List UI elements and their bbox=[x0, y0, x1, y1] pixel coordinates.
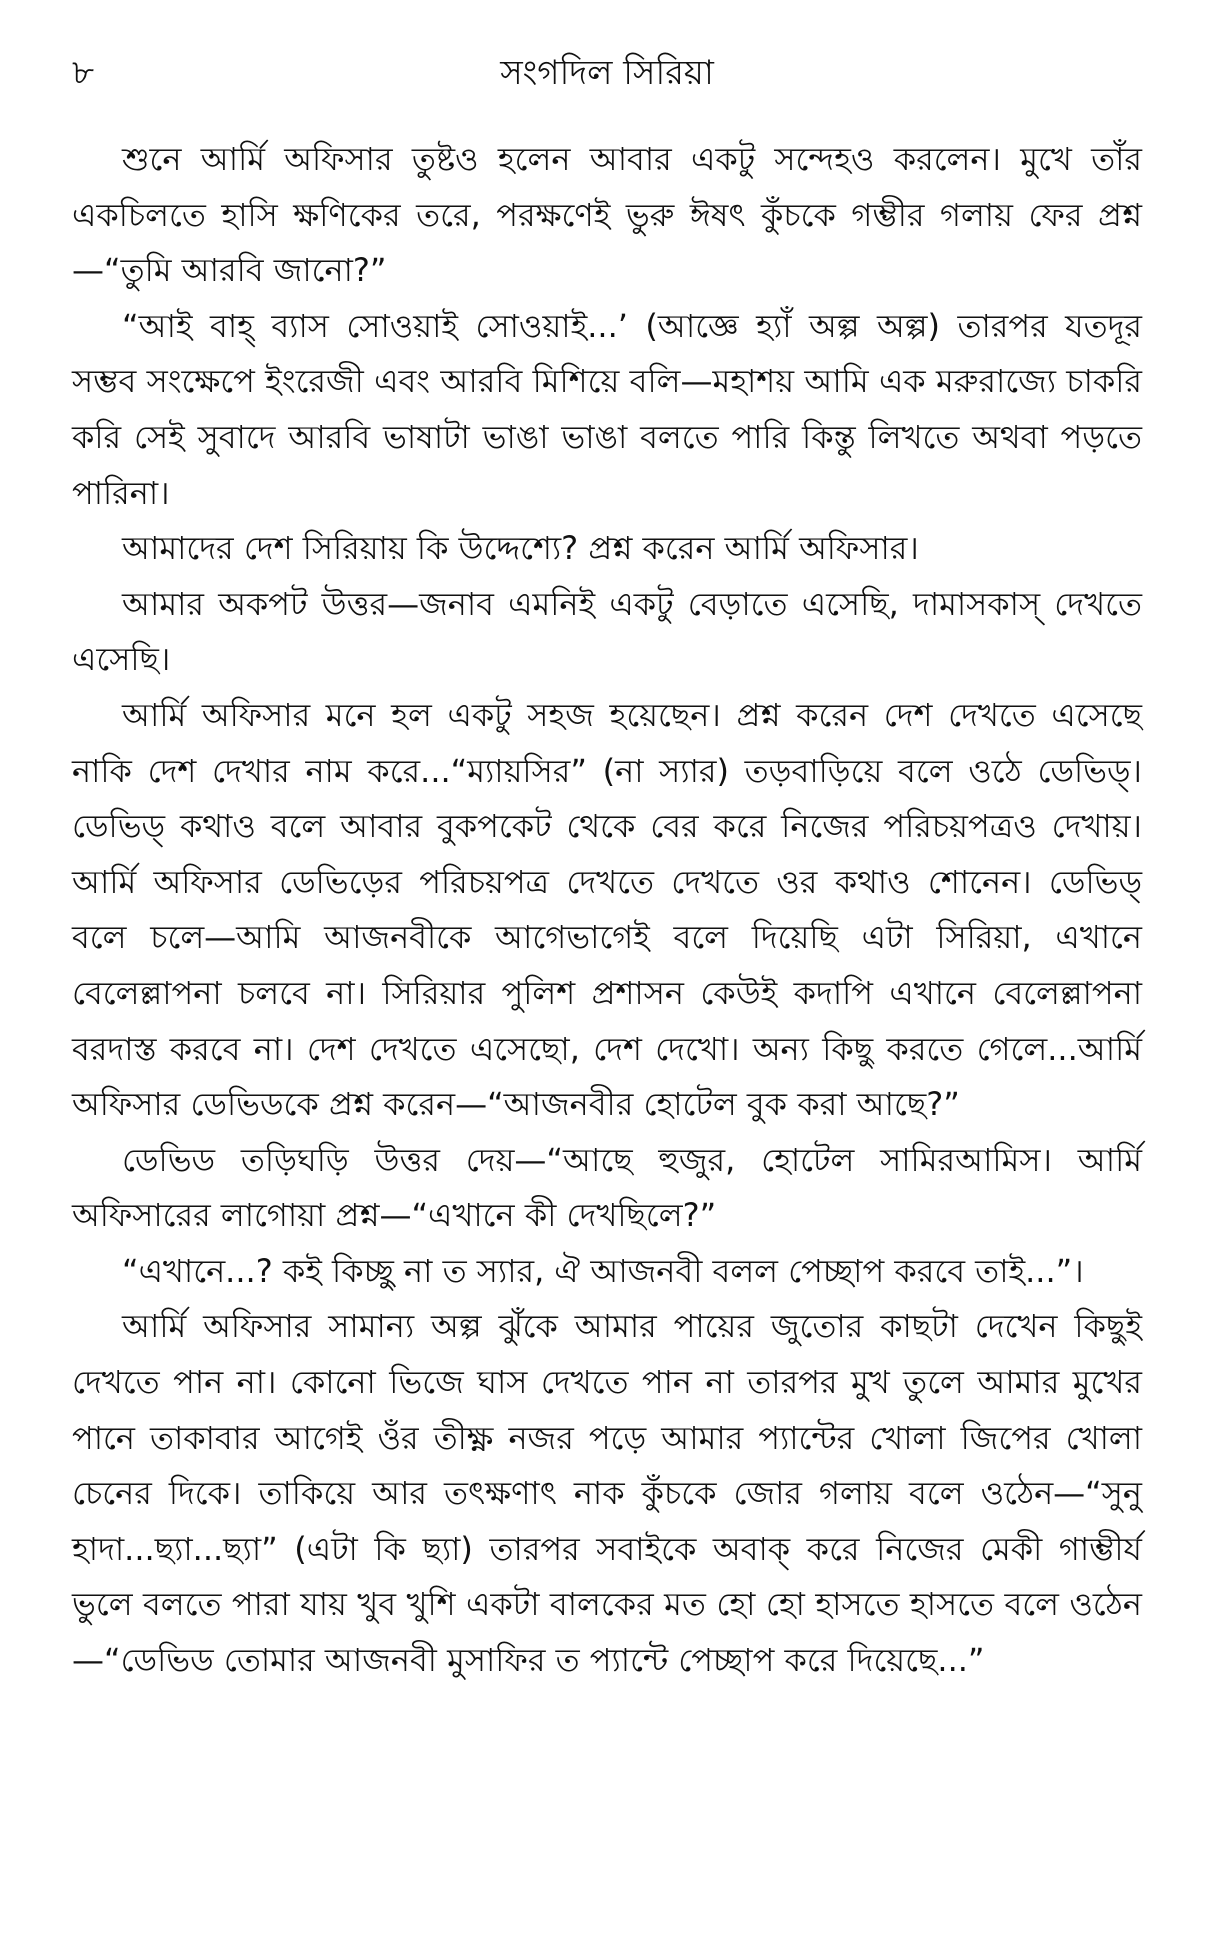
paragraph: ডেভিড তড়িঘড়ি উত্তর দেয়—“আছে হুজুর, হোটেল সামিরআমিস। আর্মি অফিসারের লাগোয়া প্রশ্ন—“এখানে কী দেখছিলে?” bbox=[72, 1140, 1142, 1235]
paragraph: আর্মি অফিসার সামান্য অল্প ঝুঁকে আমার পায়ের জুতোর কাছটা দেখেন কিছুই দেখতে পান না। কোনো ভিজে ঘাস দেখতে পান না তারপর মুখ তুলে আমার মুখের পানে তাকাবার আগেই ওঁর তীক্ষ্ণ নজর পড়ে আমার প্যান্টের খোলা জিপের খোলা চেনের দিকে। তাকিয়ে আর তৎক্ষণাৎ নাক কুঁচকে জোর গলায় বলে ওঠেন—“সুনু হাদা...ছ্যা...ছ্যা” (এটা কি ছ্যা) তারপর সবাইকে অবাক্ করে নিজের মেকী গাম্ভীর্য ভুলে বলতে পারা যায় খুব খুশি একটা বালকের মত হো হো হাসতে হাসতে বলে ওঠেন—“ডেভিড তোমার আজনবী মুসাফির ত প্যান্টে পেচ্ছাপ করে দিয়েছে...” bbox=[72, 1307, 1142, 1680]
page-number: ৮ bbox=[72, 53, 95, 93]
paragraph: “আই বাহ্ ব্যাস সোওয়াই সোওয়াই...’ (আজ্ঞে হ্যাঁ অল্প অল্প) তারপর যতদূর সম্ভব সংক্ষেপে ইংরেজী এবং আরবি মিশিয়ে বলি—মহাশয় আমি এক মরুরাজ্যে চাকরি করি সেই সুবাদে আরবি ভাষাটা ভাঙা ভাঙা বলতে পারি কিন্তু লিখতে অথবা পড়তে পারিনা। bbox=[72, 306, 1142, 512]
page-header bbox=[72, 46, 1142, 106]
paragraph: আমার অকপট উত্তর—জনাব এমনিই একটু বেড়াতে এসেছি, দামাসকাস্ দেখতে এসেছি। bbox=[72, 584, 1142, 679]
body-text bbox=[72, 132, 1142, 1689]
paragraph: আমাদের দেশ সিরিয়ায় কি উদ্দেশ্যে? প্রশ্ন করেন আর্মি অফিসার। bbox=[122, 529, 919, 568]
running-title: সংগদিল সিরিয়া bbox=[500, 53, 714, 93]
paragraph: “এখানে...? কই কিচ্ছু না ত স্যার, ঐ আজনবী বলল পেচ্ছাপ করবে তাই...”। bbox=[122, 1251, 1084, 1290]
paragraph: শুনে আর্মি অফিসার তুষ্টও হলেন আবার একটু সন্দেহও করলেন। মুখে তাঁর একচিলতে হাসি ক্ষণিকের তরে, পরক্ষণেই ভুরু ঈষৎ কুঁচকে গম্ভীর গলায় ফের প্রশ্ন—“তুমি আরবি জানো?” bbox=[72, 140, 1142, 290]
paragraph: আর্মি অফিসার মনে হল একটু সহজ হয়েছেন। প্রশ্ন করেন দেশ দেখতে এসেছে নাকি দেশ দেখার নাম করে...“ম্যায়সির” (না স্যার) তড়বাড়িয়ে বলে ওঠে ডেভিড্। ডেভিড্ কথাও বলে আবার বুকপকেট থেকে বের করে নিজের পরিচয়পত্রও দেখায়। আর্মি অফিসার ডেভিড়ের পরিচয়পত্র দেখতে দেখতে ওর কথাও শোনেন। ডেভিড্ বলে চলে—আমি আজনবীকে আগেভাগেই বলে দিয়েছি এটা সিরিয়া, এখানে বেলেল্লাপনা চলবে না। সিরিয়ার পুলিশ প্রশাসন কেউই কদাপি এখানে বেলেল্লাপনা বরদাস্ত করবে না। দেশ দেখতে এসেছো, দেশ দেখো। অন্য কিছু করতে গেলে...আর্মি অফিসার ডেভিডকে প্রশ্ন করেন—“আজনবীর হোটেল বুক করা আছে?” bbox=[72, 695, 1142, 1124]
